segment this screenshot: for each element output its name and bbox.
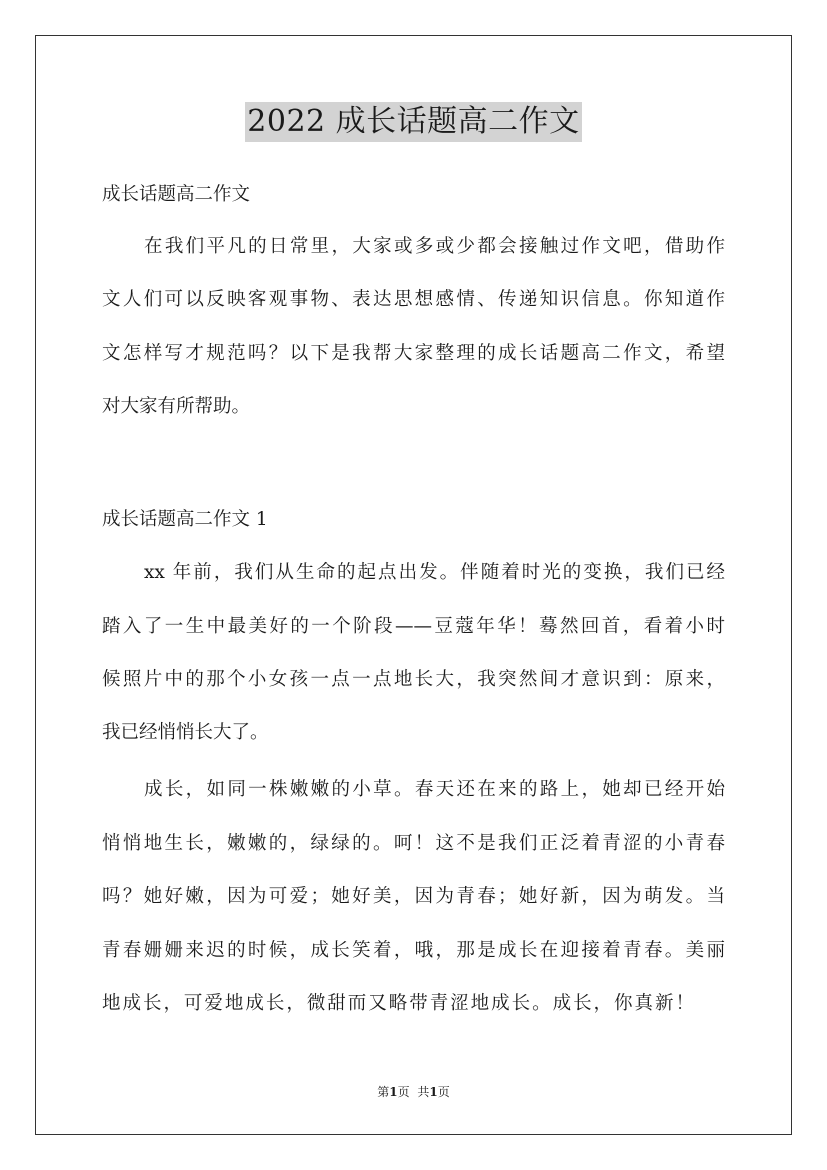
para2-line-5: 地成长，可爱地成长，微甜而又略带青涩地成长。成长，你真新！ — [102, 993, 694, 1014]
footer-prefix: 第 — [377, 1085, 390, 1099]
para2-line-4: 青春姗姗来迟的时候，成长笑着，哦，那是成长在迎接着青春。美丽 — [102, 940, 725, 961]
intro-line-3: 文怎样写才规范吗？以下是我帮大家整理的成长话题高二作文，希望 — [102, 343, 725, 364]
footer-total-prefix: 共 — [417, 1085, 430, 1099]
title-container — [0, 102, 827, 142]
para2-line-1: 成长，如同一株嫩嫩的小草。春天还在来的路上，她却已经开始 — [144, 779, 725, 800]
intro-line-2: 文人们可以反映客观事物、表达思想感情、传递知识信息。你知道作 — [102, 289, 725, 310]
page-footer — [0, 1084, 827, 1100]
para1-line-4: 我已经悄悄长大了。 — [102, 722, 269, 743]
section-heading: 成长话题高二作文 1 — [102, 509, 268, 530]
document-subtitle: 成长话题高二作文 — [102, 184, 251, 205]
para2-line-2: 悄悄地生长，嫩嫩的，绿绿的。呵！这不是我们正泛着青涩的小青春 — [102, 833, 725, 854]
footer-page-number: 1 — [389, 1085, 398, 1099]
para1-line-1: xx 年前，我们从生命的起点出发。伴随着时光的变换，我们已经 — [144, 562, 725, 583]
para1-line-2: 踏入了一生中最美好的一个阶段——豆蔻年华！蓦然回首，看着小时 — [102, 616, 725, 637]
intro-line-4: 对大家有所帮助。 — [102, 396, 251, 417]
intro-line-1: 在我们平凡的日常里，大家或多或少都会接触过作文吧，借助作 — [144, 236, 725, 257]
footer-total-number: 1 — [429, 1085, 438, 1099]
footer-page-suffix: 页 — [397, 1085, 410, 1099]
document-title: 2022 成长话题高二作文 — [245, 102, 581, 142]
para2-line-3: 吗？她好嫩，因为可爱；她好美，因为青春；她好新，因为萌发。当 — [102, 886, 725, 907]
footer-total-suffix: 页 — [437, 1085, 450, 1099]
para1-line-3: 候照片中的那个小女孩一点一点地长大，我突然间才意识到：原来， — [102, 669, 725, 690]
